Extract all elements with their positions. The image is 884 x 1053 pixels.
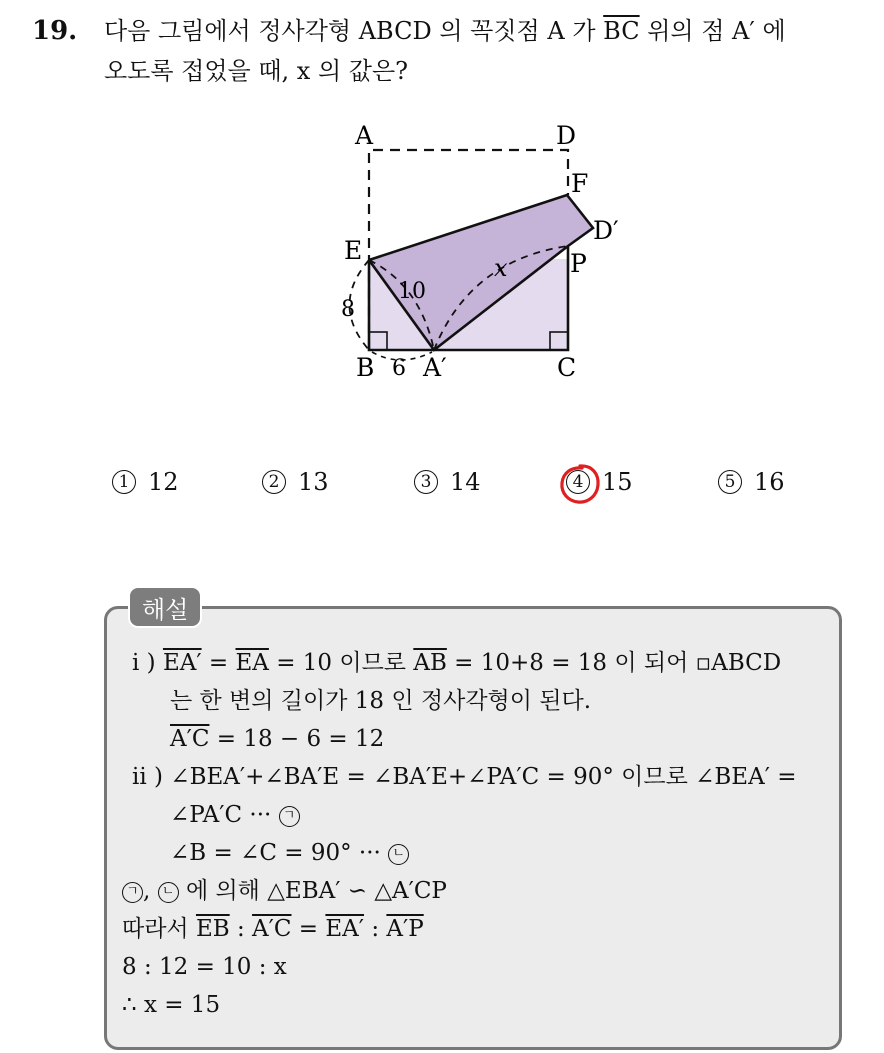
solution-line-1 <box>132 648 781 678</box>
solution-line-5 <box>170 800 300 830</box>
solution-line-10: ∴ x = 15 <box>122 992 221 1018</box>
text: ∠B = ∠C = 90° ··· <box>170 840 381 866</box>
step-marker: ii ) <box>132 764 163 790</box>
label-e: E <box>344 236 363 265</box>
segment: A′C <box>170 726 210 752</box>
label-a-prime: A′ <box>423 353 447 382</box>
figure-svg <box>300 110 660 400</box>
choice-value: 13 <box>298 468 329 496</box>
circled-mark: ㄱ <box>279 806 300 827</box>
choice-value: 14 <box>450 468 481 496</box>
choice-3[interactable] <box>414 468 481 496</box>
geometry-figure <box>300 110 660 404</box>
label-d: D <box>556 121 577 150</box>
solution-line-7 <box>122 876 447 906</box>
choice-1[interactable] <box>112 468 179 496</box>
segment: $\overline{EA}$ <box>235 650 269 676</box>
label-a: A <box>355 121 374 150</box>
solution-line-6 <box>170 838 409 868</box>
choice-mark: 1 <box>112 470 136 494</box>
choice-value: 12 <box>148 468 179 496</box>
text: ∠PA′C ··· <box>170 802 272 828</box>
choice-mark: 3 <box>414 470 438 494</box>
solution-line-9: 8 : 12 = 10 : x <box>122 954 287 980</box>
text: 따라서 <box>122 916 196 942</box>
label-d-prime: D′ <box>593 216 619 245</box>
text: = 10+8 = 18 이 되어 ▫ABCD <box>446 650 782 676</box>
text: = <box>201 650 236 676</box>
step-marker: i ) <box>132 650 156 676</box>
segment: $\overline{AB}$ <box>413 650 447 676</box>
question-text-part: 위의 점 A′ 에 <box>639 17 786 45</box>
text: : <box>229 916 253 942</box>
answer-choices <box>0 468 884 508</box>
segment: EA′ <box>162 650 202 676</box>
circled-mark: ㄴ <box>388 844 409 865</box>
label-p: P <box>570 249 587 278</box>
solution-line-2: 는 한 변의 길이가 18 인 정사각형이 된다. <box>170 688 592 714</box>
label-f: F <box>571 169 589 198</box>
choice-2[interactable] <box>262 468 329 496</box>
choice-mark: 5 <box>718 470 742 494</box>
choice-mark-text: 4 <box>572 472 584 492</box>
text: = <box>291 916 326 942</box>
choice-5[interactable] <box>718 468 785 496</box>
label-x: x <box>494 254 508 282</box>
question-number: 19. <box>32 16 78 46</box>
choice-mark <box>566 470 590 494</box>
segment: $\overline{EB}$ <box>195 916 230 942</box>
text: = 10 이므로 <box>268 650 414 676</box>
text: ∠BEA′+∠BA′E = ∠BA′E+∠PA′C = 90° 이므로 ∠BEA′ = <box>170 764 797 790</box>
circled-mark: ㄴ <box>158 882 179 903</box>
label-c: C <box>557 353 577 382</box>
segment: A′P <box>386 916 424 942</box>
label-eight: 8 <box>341 297 355 322</box>
label-ten: 10 <box>398 279 426 304</box>
segment: EA′ <box>325 916 365 942</box>
question-line-1 <box>104 16 786 46</box>
choice-4[interactable] <box>566 468 633 496</box>
segment: A′C <box>252 916 292 942</box>
question-line-2: 오도록 접었을 때, x 의 값은? <box>104 57 409 85</box>
label-six: 6 <box>392 356 406 381</box>
circled-mark: ㄱ <box>122 882 143 903</box>
solution-line-3 <box>170 724 384 754</box>
choice-mark: 2 <box>262 470 286 494</box>
label-b: B <box>356 353 375 382</box>
text: : <box>364 916 387 942</box>
choice-value: 15 <box>602 468 633 496</box>
solution-line-4 <box>132 762 797 792</box>
segment-bc: $\overline{BC}$ <box>603 17 640 45</box>
choice-value: 16 <box>754 468 785 496</box>
question-text-part: 다음 그림에서 정사각형 ABCD 의 꼭짓점 A 가 <box>104 17 604 45</box>
solution-line-8 <box>122 914 424 944</box>
text: 에 의해 △EBA′ ∽ △A′CP <box>185 878 447 904</box>
solution-tag: 해설 <box>128 586 202 628</box>
text: = 18 − 6 = 12 <box>209 726 385 752</box>
text: , <box>143 878 151 904</box>
